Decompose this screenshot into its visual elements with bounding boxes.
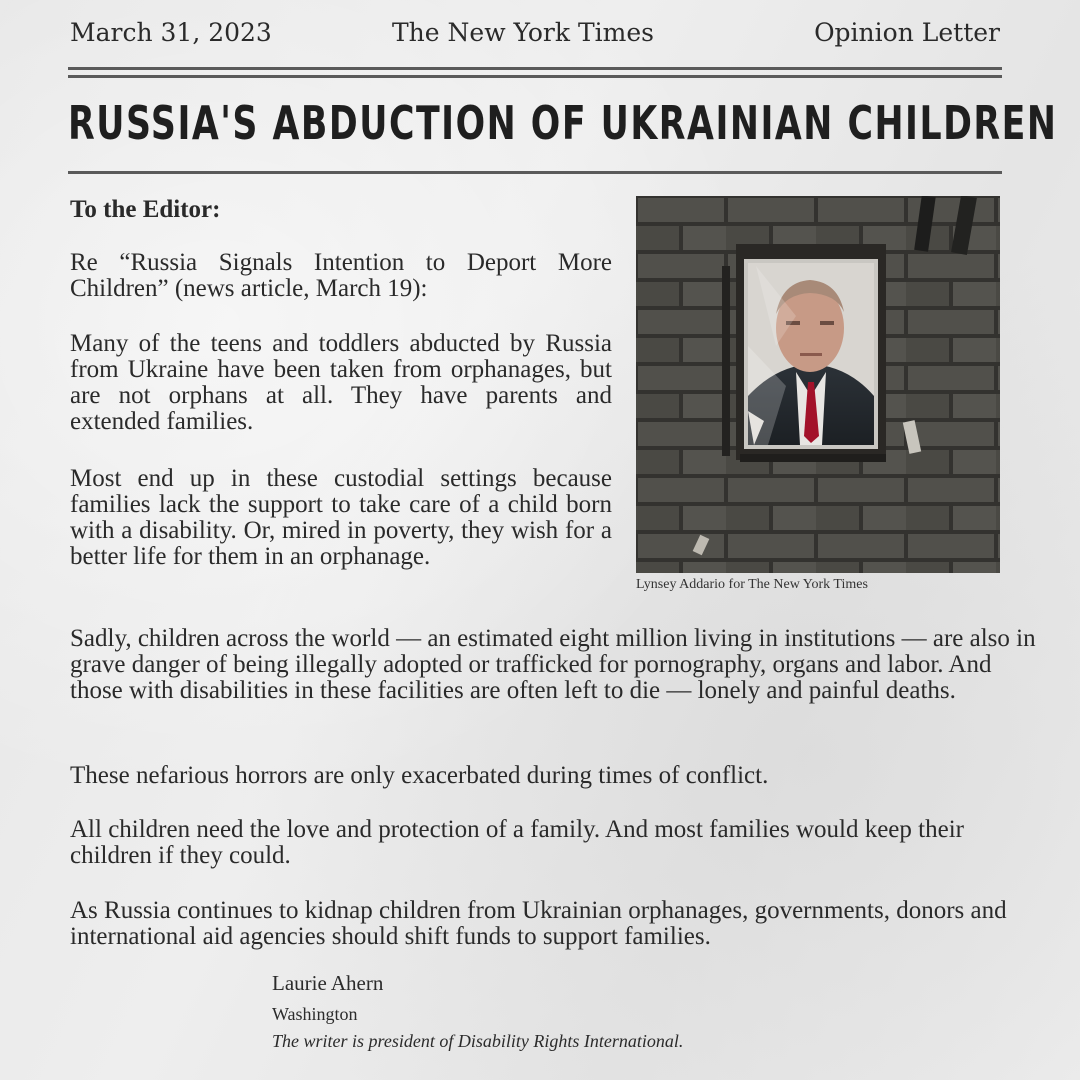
author-city: Washington — [272, 1004, 358, 1024]
letter-salutation: To the Editor: — [70, 196, 221, 223]
letter-paragraph-1: Re “Russia Signals Intention to Deport More Children” (news article, March 19): — [70, 249, 612, 302]
publication-name[interactable]: The New York Times — [392, 18, 654, 47]
headline: RUSSIA'S ABDUCTION OF UKRAINIAN CHILDREN — [68, 96, 1058, 150]
letter-paragraph-5: These nefarious horrors are only exacerbated during times of conflict. — [70, 762, 769, 789]
photo-caption: Lynsey Addario for The New York Times — [636, 577, 868, 592]
author-note: The writer is president of Disability Rights International. — [272, 1031, 684, 1051]
masthead — [70, 18, 1000, 54]
publication-date: March 31, 2023 — [70, 18, 272, 47]
letter-paragraph-7: As Russia continues to kidnap children from Ukrainian orphanages, governments, donors and international aid agencies should shift funds to support families. — [70, 897, 1007, 950]
top-rule-1 — [68, 67, 1002, 70]
section-label: Opinion Letter — [814, 18, 1000, 47]
letter-paragraph-6: All children need the love and protection of a family. And most families would keep their children if they could. — [70, 816, 964, 869]
article-photo[interactable] — [636, 196, 1000, 573]
letter-paragraph-4: Sadly, children across the world — an estimated eight million living in institutions — are also in grave danger of being illegally adopted or trafficked for pornography, organs and labor. And those with disabilities in these facilities are often left to die — lonely and painful deaths. — [70, 625, 1036, 704]
headline-rule — [68, 171, 1002, 174]
letter-paragraph-3: Most end up in these custodial settings because families lack the support to take care of a child born with a disability. Or, mired in poverty, they wish for a better life for them in an orphanage. — [70, 465, 612, 570]
letter-paragraph-2: Many of the teens and toddlers abducted by Russia from Ukraine have been taken from orphanages, but are not orphans at all. They have parents and extended families. — [70, 330, 612, 435]
portrait-on-brick-wall-image — [636, 196, 1000, 573]
author-name: Laurie Ahern — [272, 971, 384, 995]
top-rule-2 — [68, 75, 1002, 78]
